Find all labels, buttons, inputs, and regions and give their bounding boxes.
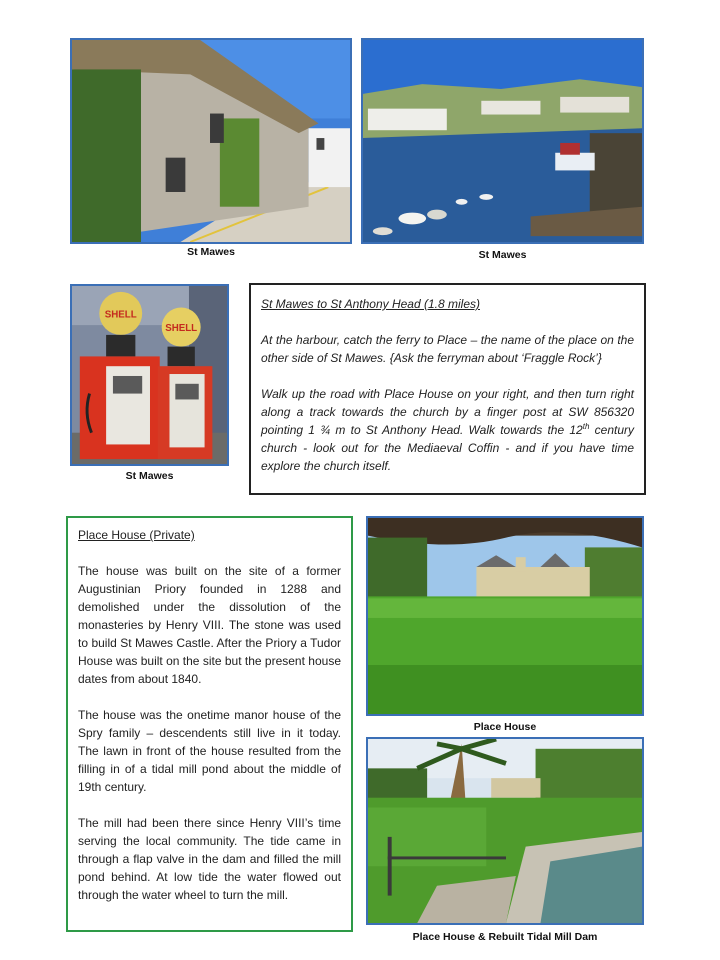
photo-place-house: [366, 516, 644, 716]
shell-logo-text-right: SHELL: [165, 322, 198, 334]
place-house-title: Place House (Private): [78, 528, 195, 542]
photo2-caption: St Mawes: [478, 249, 527, 261]
photo-st-mawes-cottages: [70, 38, 352, 244]
photo1-caption: St Mawes: [187, 246, 235, 258]
photo4-caption: Place House: [473, 721, 537, 733]
walk-title: St Mawes to St Anthony Head (1.8 miles): [261, 297, 480, 311]
walk-paragraph-1: At the harbour, catch the ferry to Place – the name of the place on the other side of St Mawes. {Ask the ferryman about ‘Fraggle Rock’}: [261, 333, 634, 365]
photo-st-mawes-harbour: [361, 38, 644, 244]
photo-place-house-mill-dam: [366, 737, 644, 925]
photo-st-mawes-petrol-pumps: [70, 284, 229, 466]
place-house-paragraph-2: The house was the onetime manor house of the Spry family – descendents still live in it today. The lawn in front of the house resulted from the filling in of a tidal mill pond about the middle of 19th century.: [78, 708, 341, 794]
walk-directions-box: [249, 283, 646, 495]
walk-paragraph-2: Walk up the road with Place House on your right, and then turn right along a track towards the church by a finger post at SW 856320 pointing 1 ¾ m to St Anthony Head. Walk towards the 12th century church - look out for the Mediaeval Coffin - and if you have time explore the church itself.: [261, 387, 635, 473]
shell-logo-text-left: SHELL: [104, 309, 137, 321]
photo3-caption: St Mawes: [125, 470, 174, 482]
place-house-paragraph-1: The house was built on the site of a former Augustinian Priory founded in 1288 and demolished under the dissolution of the monasteries by Henry VIII. The stone was used to build St Mawes Castle. After the Priory a Tudor House was built on the site but the present house dates from about 1840.: [78, 564, 341, 686]
place-house-box: [66, 516, 353, 932]
place-house-paragraph-3: The mill had been there since Henry VIII’s time serving the local community. The tide came in through a flap valve in the dam and filled the mill pond behind. At low tide the water flowed out through the water wheel to turn the mill.: [78, 816, 341, 902]
photo5-caption: Place House & Rebuilt Tidal Mill Dam: [412, 931, 598, 943]
